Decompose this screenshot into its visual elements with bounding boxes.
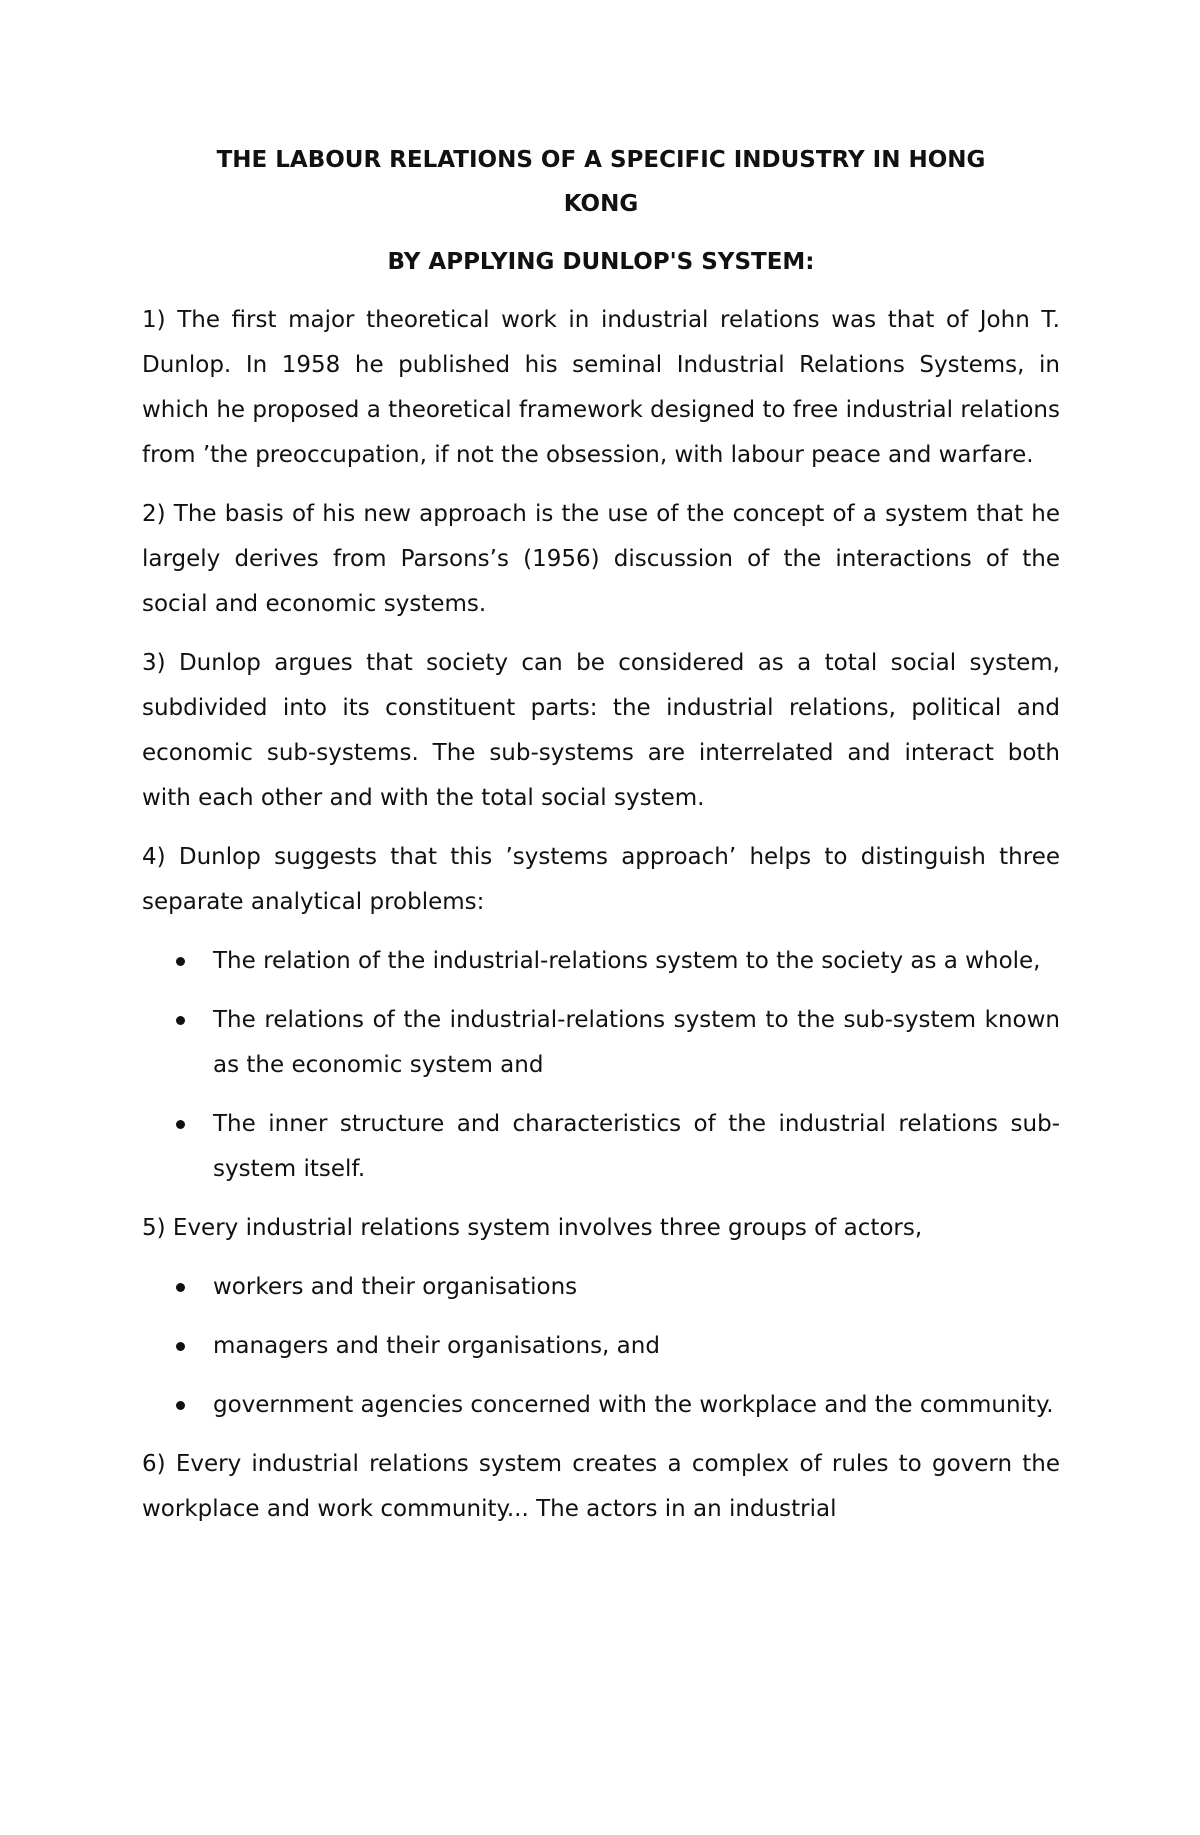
list-item (142, 1324, 1060, 1369)
document-title (142, 138, 1060, 226)
list-item-text: The relation of the industrial-relations system to the society as a whole, (213, 948, 1041, 974)
bullet-icon (176, 957, 185, 966)
list-item-text: government agencies concerned with the workplace and the community. (213, 1392, 1054, 1418)
list-item-text: The relations of the industrial-relations system to the sub-system known as the economic system and (213, 1007, 1060, 1078)
paragraph-1: 1) The first major theoretical work in industrial relations was that of John T. Dunlop. In 1958 he published his seminal Industrial Relations Systems, in which he proposed a theoretical framework designed to free industrial relations from ’the preoccupation, if not the obsession, with labour peace and warfare. (142, 307, 1060, 468)
paragraph-2: 2) The basis of his new approach is the use of the concept of a system that he largely derives from Parsons’s (1956) discussion of the interactions of the social and economic systems. (142, 501, 1060, 617)
document-subtitle: BY APPLYING DUNLOP'S SYSTEM: (387, 249, 815, 275)
list-item (142, 1265, 1060, 1310)
problems-list (142, 939, 1060, 1192)
paragraph-3: 3) Dunlop argues that society can be considered as a total social system, subdivided into its constituent parts: the industrial relations, political and economic sub-systems. The sub-systems are interrelated and interact both with each other and with the total social system. (142, 650, 1060, 811)
list-item (142, 998, 1060, 1088)
list-item-text: The inner structure and characteristics of the industrial relations sub-system itself. (213, 1111, 1060, 1182)
list-item-text: workers and their organisations (213, 1274, 578, 1300)
document-page (142, 138, 1060, 1532)
list-item (142, 1383, 1060, 1428)
list-item-text: managers and their organisations, and (213, 1333, 660, 1359)
bullet-icon (176, 1401, 185, 1410)
bullet-icon (176, 1016, 185, 1025)
bullet-icon (176, 1283, 185, 1292)
paragraph-5: 5) Every industrial relations system involves three groups of actors, (142, 1215, 923, 1241)
bullet-icon (176, 1120, 185, 1129)
actors-list (142, 1265, 1060, 1428)
list-item (142, 939, 1060, 984)
paragraph-4: 4) Dunlop suggests that this ’systems approach’ helps to distinguish three separate analytical problems: (142, 844, 1060, 915)
bullet-icon (176, 1342, 185, 1351)
title-line-2: KONG (563, 191, 639, 217)
list-item (142, 1102, 1060, 1192)
title-line-1: THE LABOUR RELATIONS OF A SPECIFIC INDUSTRY IN HONG (216, 147, 986, 173)
paragraph-6: 6) Every industrial relations system creates a complex of rules to govern the workplace and work community... The actors in an industrial (142, 1451, 1060, 1522)
